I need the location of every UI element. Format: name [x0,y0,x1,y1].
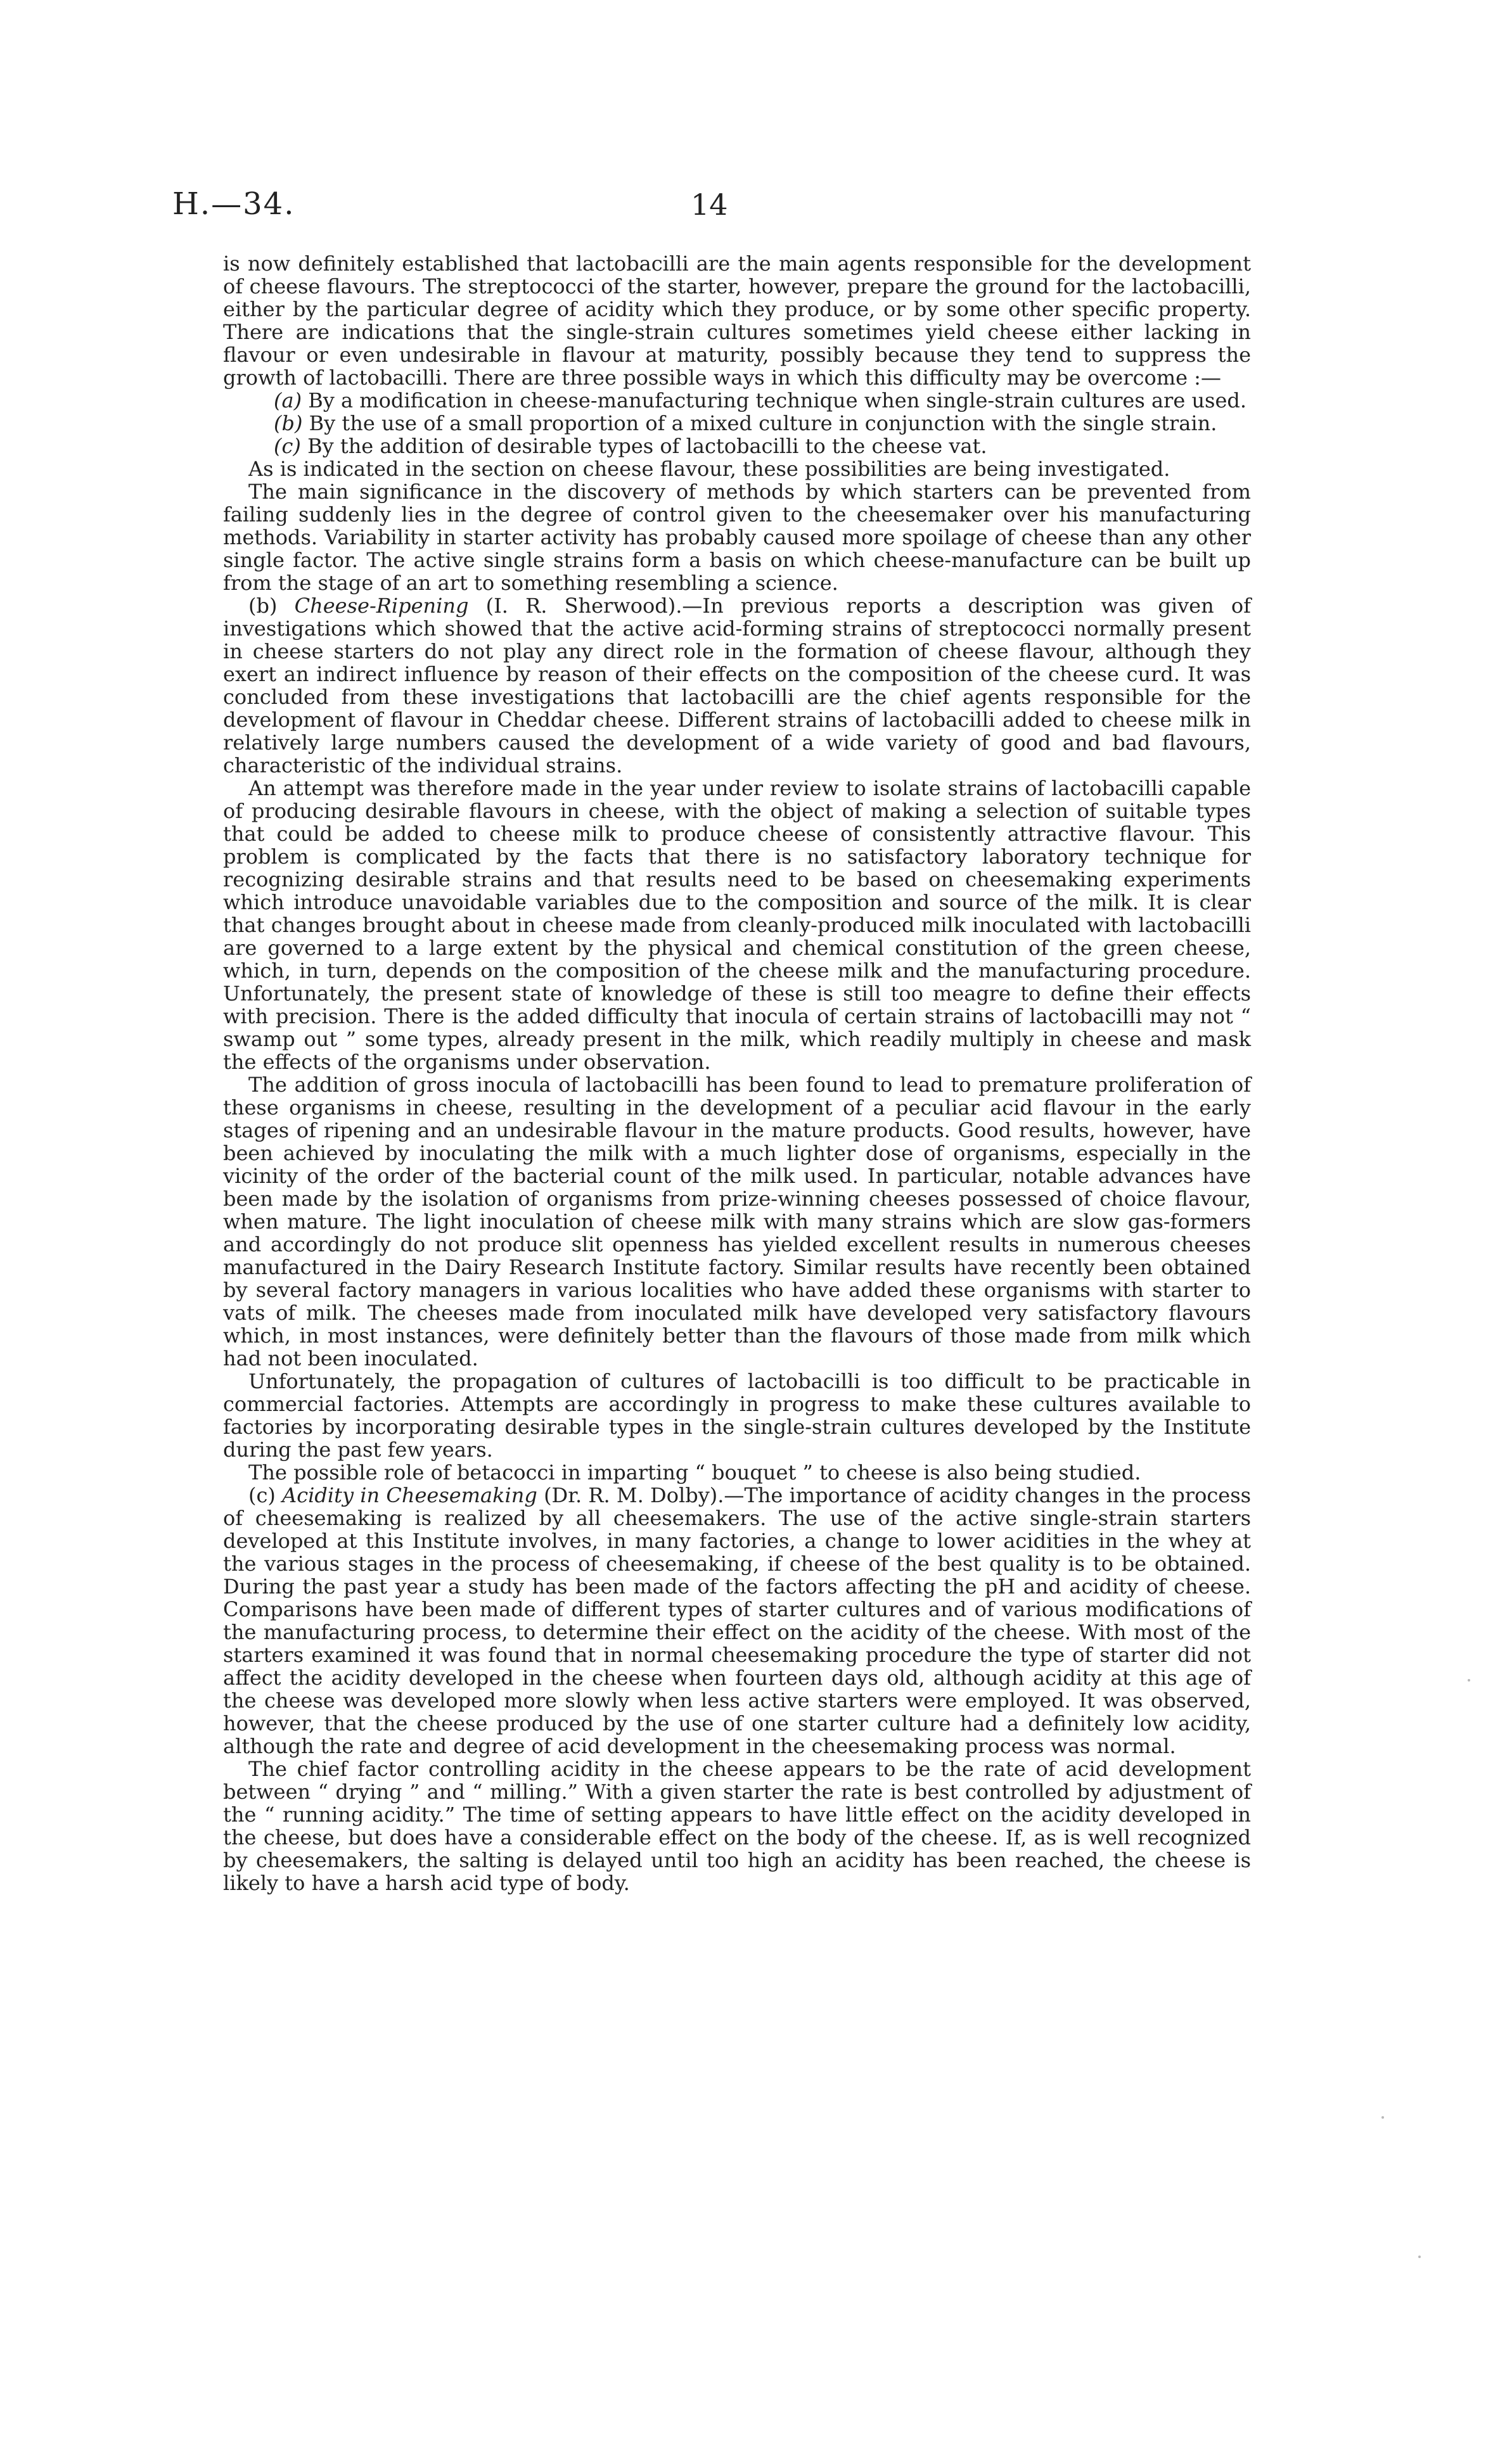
paragraph-investigated: As is indicated in the section on cheese flavour, these possibilities are being investigated. [248,457,1170,481]
section-b-label: (b) [248,594,278,618]
paragraph-unfortunately: Unfortunately, the propagation of cultures of lactobacilli is too difficult to be practicable in commercial factories. Attempts are accordingly in progress to make these cultures available to factories by incorporating desirable types in the single-strain cultures developed by the Institute during the past few years. [223,1369,1251,1462]
list-label-c: (c) [274,434,301,458]
section-b-cheese-ripening [223,594,1251,777]
paragraph-chief-factor: The chief factor controlling acidity in the cheese appears to be the rate of acid development between “ drying ” and “ milling.” With a given starter the rate is best controlled by adjustment of the “ running acidity.” The time of setting appears to have little effect on the acidity developed in the cheese, but does have a considerable effect on the body of the cheese. If, as is well recognized by cheesemakers, the salting is delayed until too high an acidity has been reached, the cheese is likely to have a harsh acid type of body. [223,1757,1251,1895]
body-text [223,252,1251,1894]
paragraph-attempt: An attempt was therefore made in the year under review to isolate strains of lactobacilli capable of producing desirable flavours in cheese, with the object of making a selection of suitable types that could be added to cheese milk to produce cheese of consistently attractive flavour. This problem is complicated by the facts that there is no satisfactory laboratory technique for recognizing desirable strains and that results need to be based on cheesemaking experiments which introduce unavoidable variables due to the composition and source of the milk. It is clear that changes brought about in cheese made from cleanly-produced milk inoculated with lactobacilli are governed to a large extent by the physical and chemical constitution of the green cheese, which, in turn, depends on the composition of the cheese milk and the manufacturing procedure. Unfortunately, the present state of knowledge of these is still too meagre to define their effects with precision. There is the added difficulty that inocula of certain strains of lactobacilli may not “ swamp out ” some types, already present in the milk, which readily multiply in cheese and mask the effects of the organisms under observation. [223,776,1251,1074]
list-text-a: By a modification in cheese-manufacturing technique when single-strain cultures are used. [308,388,1247,412]
paragraph-betacocci: The possible role of betacocci in imparting “ bouquet ” to cheese is also being studied. [248,1460,1141,1484]
scan-speck [1468,1679,1470,1682]
section-c-label: (c) [248,1483,276,1507]
list-text-c: By the addition of desirable types of lactobacilli to the cheese vat. [307,434,987,458]
section-b-author: (I. R. Sherwood).— [485,594,703,618]
paragraph-addition: The addition of gross inocula of lactobacilli has been found to lead to premature proliferation of these organisms in cheese, resulting in the development of a peculiar acid flavour in the early stages of ripening and an undesirable flavour in the mature products. Good results, however, have been achieved by inoculating the milk with a much lighter dose of organisms, especially in the vicinity of the order of the bacterial count of the milk used. In particular, notable advances have been made by the isolation of organisms from prize-winning cheeses possessed of choice flavour, when mature. The light inoculation of cheese milk with many strains which are slow gas-formers and accordingly do not produce slit openness has yielded excellent results in numerous cheeses manufactured in the Dairy Research Institute factory. Similar results have recently been obtained by several factory managers in various localities who have added these organisms with starter to vats of milk. The cheeses made from inoculated milk have developed very satisfactory flavours which, in most instances, were definitely better than the flavours of those made from milk which had not been inoculated. [223,1073,1251,1370]
list-item-a [248,389,1251,412]
list-item-c [248,435,1251,457]
paragraph-significance: The main significance in the discovery of methods by which starters can be prevented from failing suddenly lies in the degree of control given to the cheesemaker over his manufacturing methods. Variability in starter activity has probably caused more spoilage of cheese than any other single factor. The active single strains form a basis on which cheese-manufacture can be built up from the stage of an art to something resembling a science. [223,480,1251,595]
section-c-text: The importance of acidity changes in the process of cheesemaking is realized by all cheesemakers. The use of the active single-strain starters developed at this Institute involves, in many factories, a change to lower acidities in the whey at the various stages in the process of cheesemaking, if cheese of the best quality is to be obtained. During the past year a study has been made of the factors affecting the pH and acidity of cheese. Comparisons have been made of different types of starter cultures and of various modifications of the manufacturing process, to determine their effect on the acidity of the cheese. With most of the starters examined it was found that in normal cheesemaking procedure the type of starter did not affect the acidity developed in the cheese when fourteen days old, although acidity at this age of the cheese was developed more slowly when less active starters were employed. It was observed, however, that the cheese produced by the use of one starter culture had a definitely low acidity, although the rate and degree of acid development in the cheesemaking process was normal. [223,1483,1252,1758]
section-b-text: In previous reports a description was given of investigations which showed that the active acid-forming strains of streptococci normally present in cheese starters do not play any direct role in the formation of cheese flavour, although they exert an indirect influence by reason of their effects on the composition of the cheese curd. It was concluded from these investigations that lactobacilli are the chief agents responsible for the development of flavour in Cheddar cheese. Different strains of lactobacilli added to cheese milk in relatively large numbers caused the development of a wide variety of good and bad flavours, characteristic of the individual strains. [223,594,1252,777]
report-reference: H.—34. [172,186,295,222]
list-label-a: (a) [274,388,302,412]
page-number: 14 [691,188,728,222]
scan-speck [1418,2256,1421,2258]
list-text-b: By the use of a small proportion of a mixed culture in conjunction with the single strain. [309,411,1217,435]
section-b-title: Cheese-Ripening [294,594,469,618]
section-c-acidity [223,1484,1251,1758]
paragraph-intro: is now definitely established that lactobacilli are the main agents responsible for the development of cheese flavours. The streptococci of the starter, however, prepare the ground for the lactobacilli, either by the particular degree of acidity which they produce, or by some other specific property. There are indications that the single-strain cultures sometimes yield cheese either lacking in flavour or even undesirable in flavour at maturity, possibly because they tend to suppress the growth of lactobacilli. There are three possible ways in which this difficulty may be overcome :— [223,252,1251,390]
section-c-title: Acidity in Cheesemaking [282,1483,537,1507]
list-label-b: (b) [274,411,303,435]
list-item-b [248,412,1251,435]
section-c-author: (Dr. R. M. Dolby).— [544,1483,745,1507]
scan-speck [1381,2116,1384,2119]
